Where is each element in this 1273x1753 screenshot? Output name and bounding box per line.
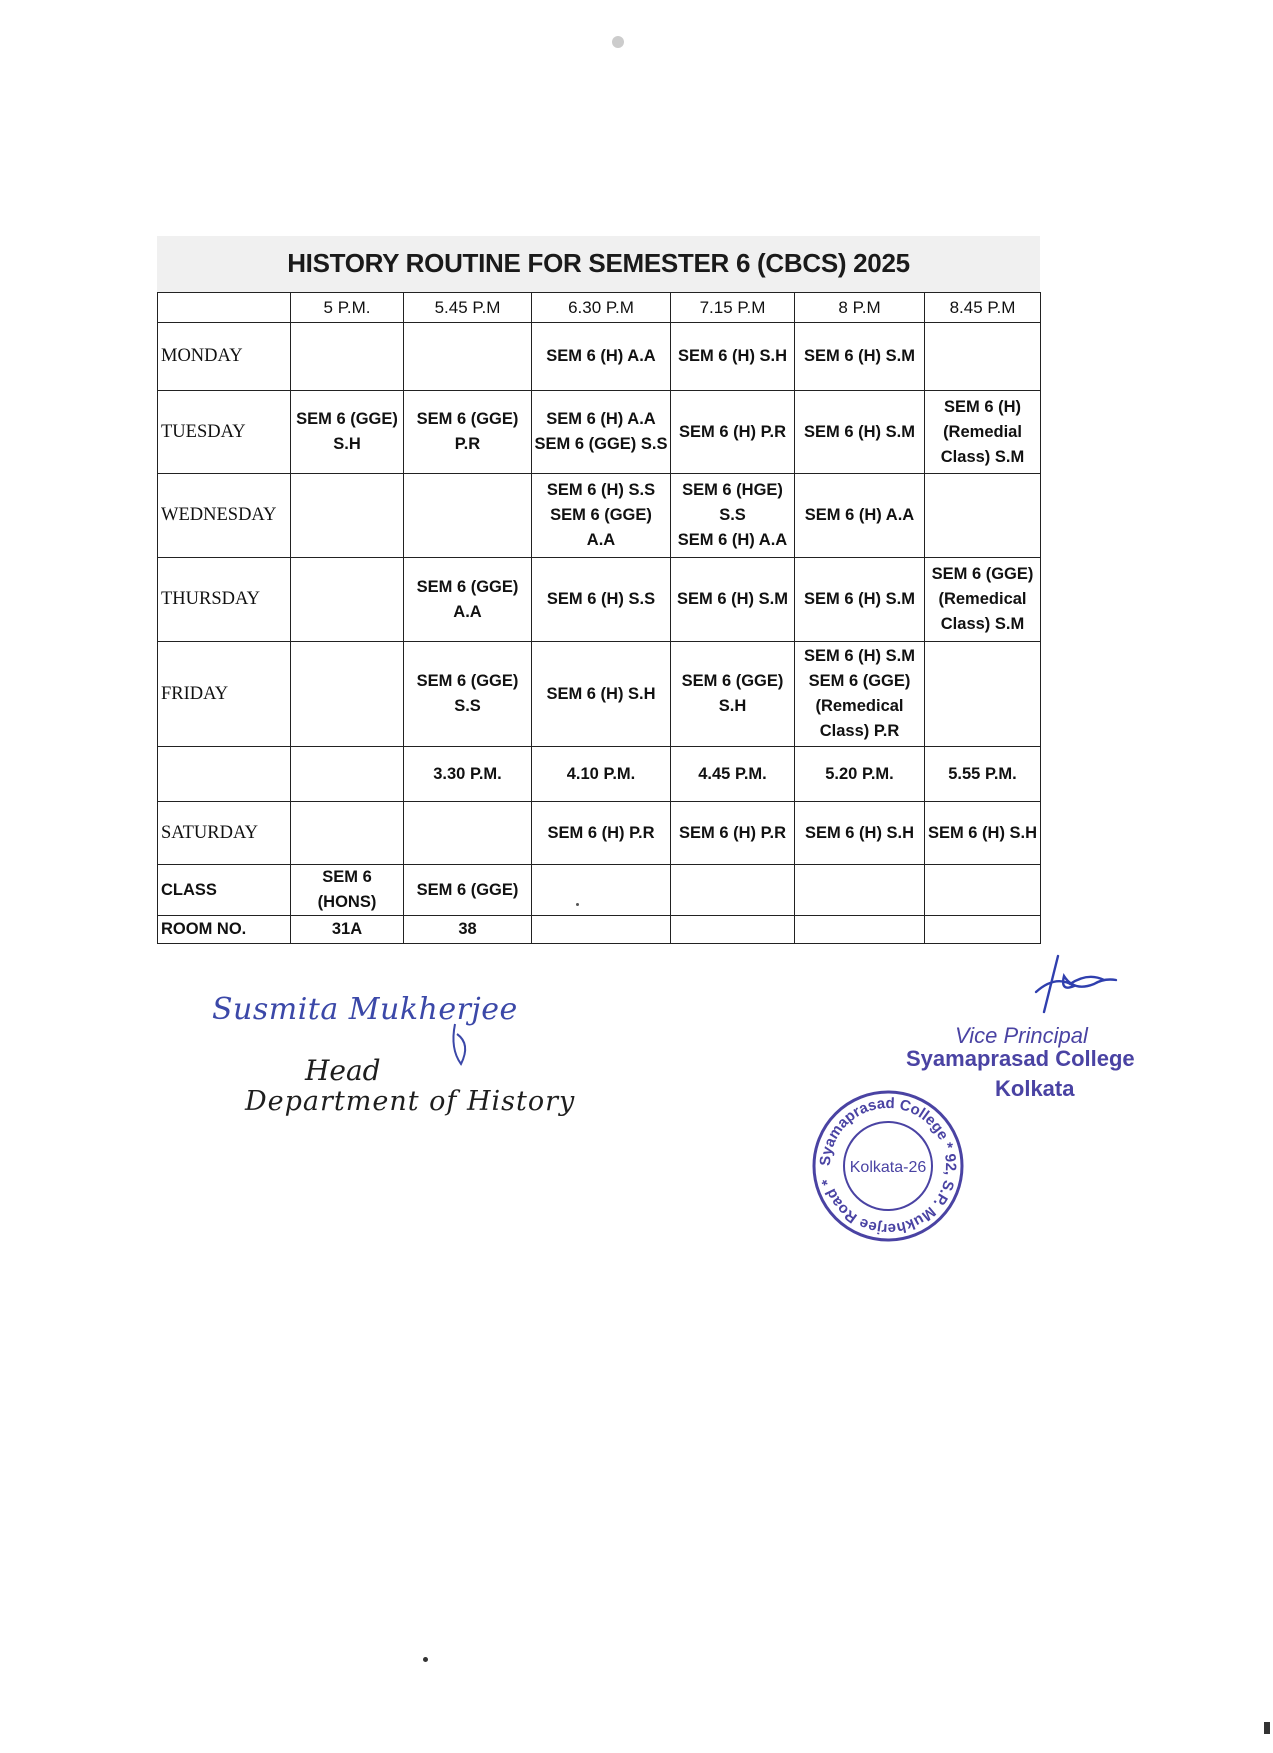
- vice-principal-signature: [1030, 950, 1140, 1030]
- table-cell: [925, 323, 1041, 391]
- stamp-ring-text: Syamaprasad College * 92, S.P. Mukherjee Road *: [816, 1094, 960, 1238]
- signature-name: Susmita Mukherjee: [212, 992, 518, 1027]
- day-label: MONDAY: [158, 323, 291, 391]
- day-label: TUESDAY: [158, 391, 291, 474]
- table-row: [158, 802, 1041, 865]
- table-cell: [925, 916, 1041, 944]
- table-cell: SEM 6 (GGE) P.R: [404, 391, 532, 474]
- header-cell: 8.45 P.M: [925, 293, 1041, 323]
- table-cell: SEM 6 (GGE) S.H: [291, 391, 404, 474]
- vice-principal-title: Vice Principal: [955, 1023, 1088, 1048]
- table-cell: [291, 642, 404, 747]
- table-row: [158, 391, 1041, 474]
- table-cell: SEM 6 (H) S.S: [532, 558, 671, 642]
- table-row: [158, 747, 1041, 802]
- table-cell: SEM 6 (H) P.R: [671, 391, 795, 474]
- table-cell: SEM 6 (GGE) S.S: [404, 642, 532, 747]
- table-cell: SEM 6 (GGE) S.H: [671, 642, 795, 747]
- table-cell: SEM 6 (H) A.A SEM 6 (GGE) S.S: [532, 391, 671, 474]
- room-row: [158, 916, 1041, 944]
- table-cell: SEM 6 (H) A.A: [795, 474, 925, 558]
- table-cell: SEM 6 (GGE) (Remedical Class) S.M: [925, 558, 1041, 642]
- scan-speck: [576, 903, 579, 906]
- table-cell: 5.55 P.M.: [925, 747, 1041, 802]
- table-cell: [532, 865, 671, 916]
- table-row: [158, 323, 1041, 391]
- day-label: SATURDAY: [158, 802, 291, 865]
- table-cell: 4.10 P.M.: [532, 747, 671, 802]
- table-cell: [404, 802, 532, 865]
- table-cell: 4.45 P.M.: [671, 747, 795, 802]
- routine-table: [157, 292, 1041, 944]
- table-cell: [795, 865, 925, 916]
- department-label: Department of History: [245, 1086, 576, 1117]
- scan-speck: [1264, 1722, 1270, 1734]
- table-cell: [404, 323, 532, 391]
- table-cell: [925, 474, 1041, 558]
- table-cell: SEM 6 (H) S.H: [795, 802, 925, 865]
- table-cell: SEM 6 (H) S.M: [795, 391, 925, 474]
- table-cell: [291, 323, 404, 391]
- table-cell: SEM 6 (H) P.R: [671, 802, 795, 865]
- table-cell: SEM 6 (H) P.R: [532, 802, 671, 865]
- table-cell: SEM 6 (GGE): [404, 865, 532, 916]
- table-cell: SEM 6 (H) S.H: [532, 642, 671, 747]
- college-stamp: [808, 1086, 968, 1246]
- day-label: [158, 747, 291, 802]
- table-row: [158, 474, 1041, 558]
- table-cell: SEM 6 (GGE) A.A: [404, 558, 532, 642]
- table-cell: SEM 6 (H) S.M SEM 6 (GGE) (Remedical Class) P.R: [795, 642, 925, 747]
- college-name: Syamaprasad College: [906, 1046, 1135, 1071]
- header-cell: 8 P.M: [795, 293, 925, 323]
- table-cell: [291, 474, 404, 558]
- stamp-center-text: Kolkata-26: [849, 1159, 927, 1176]
- header-cell: 7.15 P.M: [671, 293, 795, 323]
- college-city: Kolkata: [995, 1076, 1075, 1101]
- table-cell: 31A: [291, 916, 404, 944]
- table-cell: [671, 865, 795, 916]
- table-cell: [925, 642, 1041, 747]
- scan-speck: [423, 1657, 428, 1662]
- table-cell: SEM 6 (HONS): [291, 865, 404, 916]
- table-cell: [795, 916, 925, 944]
- page-title: HISTORY ROUTINE FOR SEMESTER 6 (CBCS) 2025: [287, 248, 910, 278]
- row-label: ROOM NO.: [158, 916, 291, 944]
- table-cell: 3.30 P.M.: [404, 747, 532, 802]
- header-row: [158, 293, 1041, 323]
- table-cell: [404, 474, 532, 558]
- table-cell: SEM 6 (HGE) S.S SEM 6 (H) A.A: [671, 474, 795, 558]
- table-cell: [291, 558, 404, 642]
- table-row: [158, 642, 1041, 747]
- table-cell: SEM 6 (H) S.H: [925, 802, 1041, 865]
- table-cell: [291, 747, 404, 802]
- table-cell: [671, 916, 795, 944]
- day-label: FRIDAY: [158, 642, 291, 747]
- header-cell: 5.45 P.M: [404, 293, 532, 323]
- day-label: THURSDAY: [158, 558, 291, 642]
- table-cell: SEM 6 (H) (Remedial Class) S.M: [925, 391, 1041, 474]
- header-cell: [158, 293, 291, 323]
- header-cell: 6.30 P.M: [532, 293, 671, 323]
- table-cell: SEM 6 (H) S.S SEM 6 (GGE) A.A: [532, 474, 671, 558]
- table-cell: SEM 6 (H) S.M: [795, 558, 925, 642]
- table-cell: SEM 6 (H) A.A: [532, 323, 671, 391]
- table-cell: SEM 6 (H) S.M: [795, 323, 925, 391]
- table-cell: SEM 6 (H) S.M: [671, 558, 795, 642]
- table-cell: [291, 802, 404, 865]
- row-label: CLASS: [158, 865, 291, 916]
- table-cell: [532, 916, 671, 944]
- table-row: [158, 558, 1041, 642]
- scan-speck: [612, 36, 624, 48]
- table-cell: 5.20 P.M.: [795, 747, 925, 802]
- class-row: [158, 865, 1041, 916]
- day-label: WEDNESDAY: [158, 474, 291, 558]
- head-label: Head: [305, 1054, 381, 1087]
- table-cell: SEM 6 (H) S.H: [671, 323, 795, 391]
- header-cell: 5 P.M.: [291, 293, 404, 323]
- table-cell: 38: [404, 916, 532, 944]
- table-cell: [925, 865, 1041, 916]
